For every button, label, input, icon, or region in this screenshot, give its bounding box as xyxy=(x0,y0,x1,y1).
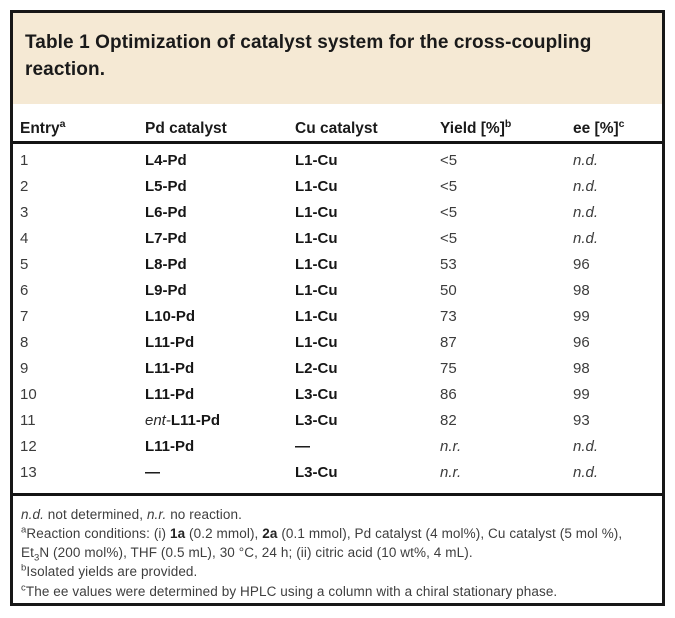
table-row xyxy=(13,148,662,174)
ee-cell: 98 xyxy=(573,359,590,377)
footnotes xyxy=(13,496,662,601)
yield-cell: <5 xyxy=(440,151,458,169)
yield-cell: 53 xyxy=(440,255,457,273)
entry-cell: 7 xyxy=(20,307,29,325)
entry-cell: 11 xyxy=(20,411,36,429)
cu-catalyst-cell: — xyxy=(295,437,310,455)
table-row xyxy=(13,382,662,408)
column-header-row xyxy=(13,117,662,144)
pd-catalyst-cell: L11-Pd xyxy=(145,359,195,377)
entry-cell: 8 xyxy=(20,333,29,351)
table-row xyxy=(13,278,662,304)
col-header-cu-catalyst: Cu catalyst xyxy=(295,119,378,137)
cu-catalyst-cell: L3-Cu xyxy=(295,385,338,403)
cu-catalyst-cell: L3-Cu xyxy=(295,411,338,429)
pd-catalyst-cell: L8-Pd xyxy=(145,255,187,273)
ee-cell: n.d. xyxy=(573,229,599,247)
table-title-band xyxy=(13,13,662,104)
table-row xyxy=(13,226,662,252)
cu-catalyst-cell: L1-Cu xyxy=(295,229,338,247)
pd-catalyst-cell: ent-L11-Pd xyxy=(145,411,221,429)
ee-cell: 96 xyxy=(573,255,590,273)
ee-cell: n.d. xyxy=(573,203,599,221)
cu-catalyst-cell: L1-Cu xyxy=(295,177,338,195)
entry-cell: 2 xyxy=(20,177,29,195)
cu-catalyst-cell: L1-Cu xyxy=(295,333,338,351)
yield-cell: <5 xyxy=(440,203,458,221)
col-header-ee: ee [%]$^c$ xyxy=(573,117,625,137)
table-row xyxy=(13,356,662,382)
ee-cell: 99 xyxy=(573,307,590,325)
table-body xyxy=(13,144,662,486)
ee-cell: n.d. xyxy=(573,177,599,195)
yield-cell: n.r. xyxy=(440,463,462,481)
entry-cell: 12 xyxy=(20,437,37,455)
table-row xyxy=(13,174,662,200)
footnote-legend: n.d. not determined, n.r. no reaction. xyxy=(21,506,242,522)
yield-cell: <5 xyxy=(440,177,458,195)
ee-cell: n.d. xyxy=(573,437,599,455)
yield-cell: n.r. xyxy=(440,437,462,455)
col-header-pd-catalyst: Pd catalyst xyxy=(145,119,227,137)
pd-catalyst-cell: — xyxy=(145,463,160,481)
table-row xyxy=(13,330,662,356)
ee-cell: n.d. xyxy=(573,463,599,481)
table-card xyxy=(10,10,665,606)
yield-cell: <5 xyxy=(440,229,458,247)
footnote-marker-b: b xyxy=(504,117,512,130)
cu-catalyst-cell: L1-Cu xyxy=(295,281,338,299)
footnote-b: $^b$Isolated yields are provided. xyxy=(21,562,198,580)
footnote-c: $^c$The ee values were determined by HPLC using a column with a chiral stationary phase. xyxy=(21,582,558,599)
ee-cell: 96 xyxy=(573,333,590,351)
yield-cell: 75 xyxy=(440,359,457,377)
pd-catalyst-cell: L7-Pd xyxy=(145,229,187,247)
entry-cell: 10 xyxy=(20,385,37,403)
yield-cell: 50 xyxy=(440,281,457,299)
pd-catalyst-cell: L5-Pd xyxy=(145,177,187,195)
ee-cell: n.d. xyxy=(573,151,599,169)
entry-cell: 9 xyxy=(20,359,29,377)
cu-catalyst-cell: L2-Cu xyxy=(295,359,338,377)
yield-cell: 73 xyxy=(440,307,457,325)
cu-catalyst-cell: L1-Cu xyxy=(295,307,338,325)
ee-cell: 93 xyxy=(573,411,590,429)
entry-cell: 1 xyxy=(20,151,29,169)
pd-catalyst-cell: L10-Pd xyxy=(145,307,196,325)
table-row xyxy=(13,460,662,486)
yield-cell: 86 xyxy=(440,385,457,403)
footnote-marker-c: c xyxy=(618,117,625,130)
table-row xyxy=(13,304,662,330)
entry-cell: 3 xyxy=(20,203,29,221)
table-row xyxy=(13,200,662,226)
cu-catalyst-cell: L3-Cu xyxy=(295,463,338,481)
table-row xyxy=(13,252,662,278)
entry-cell: 4 xyxy=(20,229,29,247)
pd-catalyst-cell: L11-Pd xyxy=(145,385,195,403)
ee-cell: 99 xyxy=(573,385,590,403)
table-title: Table 1 Optimization of catalyst system for the cross-coupling reaction. xyxy=(25,32,592,80)
cu-catalyst-cell: L1-Cu xyxy=(295,203,338,221)
table-row xyxy=(13,434,662,460)
entry-cell: 6 xyxy=(20,281,29,299)
pd-catalyst-cell: L9-Pd xyxy=(145,281,187,299)
col-header-yield: Yield [%]$^b$ xyxy=(440,117,512,137)
cu-catalyst-cell: L1-Cu xyxy=(295,255,338,273)
footnote-a: $^a$Reaction conditions: (i) 1a (0.2 mmol), 2a (0.1 mmol), Pd catalyst (4 mol%), Cu catalyst (5 mol %), $Et_3N$ (200 mol%), THF (0.5 mL), 30 °C, 24 h; (ii) citric acid (10 wt%, 4 mL). xyxy=(21,524,623,564)
entry-cell: 13 xyxy=(20,463,37,481)
table-row xyxy=(13,408,662,434)
ent-prefix: ent- xyxy=(145,411,171,429)
ee-cell: 98 xyxy=(573,281,590,299)
pd-catalyst-cell: L11-Pd xyxy=(145,437,195,455)
yield-cell: 87 xyxy=(440,333,457,351)
pd-catalyst-cell: L6-Pd xyxy=(145,203,187,221)
cu-catalyst-cell: L1-Cu xyxy=(295,151,338,169)
col-header-entry: Entry$^a$ xyxy=(20,117,66,137)
entry-cell: 5 xyxy=(20,255,29,273)
footnote-marker-a: a xyxy=(59,117,66,130)
pd-catalyst-cell: L11-Pd xyxy=(145,333,195,351)
pd-catalyst-cell: L4-Pd xyxy=(145,151,187,169)
yield-cell: 82 xyxy=(440,411,457,429)
